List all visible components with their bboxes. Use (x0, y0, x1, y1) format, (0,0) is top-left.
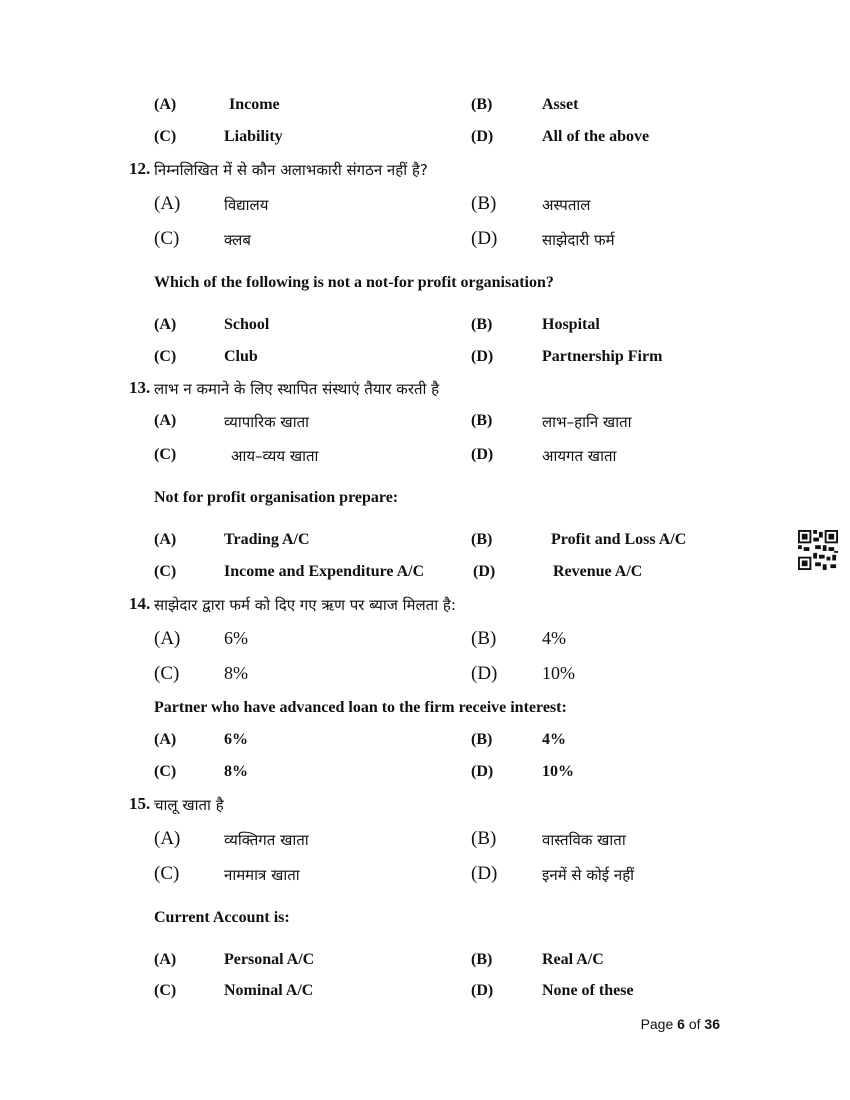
q12-en-option-a-text: School (224, 316, 270, 333)
q13-hi-option-a-label: (A) (154, 412, 177, 429)
q11-option-d-text: All of the above (542, 128, 650, 145)
q15-hi-option-d-label: (D) (471, 863, 498, 884)
q11-option-b-label: (B) (471, 96, 493, 113)
q15-hi-option-b-label: (B) (471, 828, 497, 849)
q12-hi-option-b-text: अस्पताल (542, 196, 591, 214)
page-number (641, 1016, 720, 1032)
q14-en-option-a-text: 6% (224, 731, 248, 748)
q12-hi-option-d-label: (D) (471, 228, 498, 249)
q15-question-english: Current Account is: (154, 909, 290, 926)
q15-en-option-c-label: (C) (154, 982, 177, 999)
q11-option-c-text: Liability (224, 128, 283, 145)
q13-hi-option-c-text: आय–व्यय खाता (231, 447, 319, 465)
q14-en-option-b-label: (B) (471, 731, 493, 748)
q14-hi-option-c-label: (C) (154, 663, 180, 684)
q12-hi-option-a-text: विद्यालय (224, 196, 269, 214)
q15-hi-option-a-text: व्यक्तिगत खाता (224, 831, 309, 849)
q13-hi-option-b-label: (B) (471, 412, 493, 429)
q14-hi-option-d-text: 10% (542, 663, 575, 683)
q14-hi-option-d-label: (D) (471, 663, 498, 684)
q12-en-option-d-label: (D) (471, 348, 494, 365)
q14-en-option-c-label: (C) (154, 763, 177, 780)
q14-hi-option-a-label: (A) (154, 628, 181, 649)
q13-hi-option-a-text: व्यापारिक खाता (224, 413, 310, 431)
q14-en-option-a-label: (A) (154, 731, 177, 748)
q13-number: 13. (129, 378, 151, 397)
q12-en-option-c-text: Club (224, 348, 258, 365)
q12-hi-option-c-label: (C) (154, 228, 180, 249)
q11-option-a-label: (A) (154, 96, 177, 113)
q15-en-option-a-text: Personal A/C (224, 951, 315, 968)
q13-en-option-b-label: (B) (471, 531, 493, 548)
q14-question-hindi: साझेदार द्वारा फर्म को दिए गए ऋण पर ब्याज मिलता है: (154, 596, 456, 614)
q15-question-hindi: चालू खाता है (154, 796, 224, 814)
q15-en-option-d-label: (D) (471, 982, 494, 999)
q15-en-option-c-text: Nominal A/C (224, 982, 314, 999)
q12-question-english: Which of the following is not a not-for profit organisation? (154, 274, 554, 291)
q12-en-option-a-label: (A) (154, 316, 177, 333)
q15-hi-option-c-text: नाममात्र खाता (224, 866, 300, 884)
page-total: 36 (704, 1016, 720, 1032)
page-word: Page (640, 1016, 674, 1032)
q12-hi-option-b-label: (B) (471, 193, 497, 214)
q14-en-option-d-text: 10% (542, 763, 574, 780)
q13-en-option-d-label: (D) (473, 563, 496, 580)
q11-option-c-label: (C) (154, 128, 177, 145)
q13-hi-option-c-label: (C) (154, 446, 177, 463)
q14-hi-option-b-text: 4% (542, 628, 566, 648)
q12-hi-option-d-text: साझेदारी फर्म (542, 231, 615, 249)
q13-hi-option-d-text: आयगत खाता (542, 447, 617, 465)
q12-question-hindi: निम्नलिखित में से कौन अलाभकारी संगठन नहीं है? (154, 161, 428, 179)
q15-hi-option-a-label: (A) (154, 828, 181, 849)
q15-hi-option-b-text: वास्तविक खाता (542, 831, 626, 849)
q14-hi-option-a-text: 6% (224, 628, 248, 648)
q11-option-b-text: Asset (542, 96, 579, 113)
q13-en-option-a-label: (A) (154, 531, 177, 548)
q15-en-option-b-text: Real A/C (542, 951, 604, 968)
q14-hi-option-b-label: (B) (471, 628, 497, 649)
q13-en-option-c-label: (C) (154, 563, 177, 580)
q15-hi-option-c-label: (C) (154, 863, 180, 884)
q12-en-option-d-text: Partnership Firm (542, 348, 663, 365)
q14-number: 14. (129, 594, 151, 613)
q12-en-option-b-text: Hospital (542, 316, 600, 333)
q13-question-english: Not for profit organisation prepare: (154, 489, 399, 506)
q15-number: 15. (129, 794, 151, 813)
q13-hi-option-b-text: लाभ–हानि खाता (542, 413, 632, 431)
qr-code-icon (798, 530, 838, 570)
q15-en-option-a-label: (A) (154, 951, 177, 968)
q14-en-option-c-text: 8% (224, 763, 248, 780)
q15-en-option-d-text: None of these (542, 982, 634, 999)
q14-en-option-b-text: 4% (542, 731, 566, 748)
page-current: 6 (677, 1016, 685, 1032)
q12-number: 12. (129, 159, 151, 178)
q13-en-option-d-text: Revenue A/C (553, 563, 643, 580)
page-of: of (688, 1016, 701, 1032)
q12-hi-option-a-label: (A) (154, 193, 181, 214)
q15-en-option-b-label: (B) (471, 951, 493, 968)
q13-en-option-c-text: Income and Expenditure A/C (224, 563, 425, 580)
q13-en-option-b-text: Profit and Loss A/C (551, 531, 687, 548)
q12-en-option-c-label: (C) (154, 348, 177, 365)
q11-option-d-label: (D) (471, 128, 494, 145)
q15-hi-option-d-text: इनमें से कोई नहीं (542, 866, 635, 884)
q11-option-a-text: Income (229, 96, 280, 113)
q12-en-option-b-label: (B) (471, 316, 493, 333)
q13-hi-option-d-label: (D) (471, 446, 494, 463)
q14-question-english: Partner who have advanced loan to the firm receive interest: (154, 699, 567, 716)
q12-hi-option-c-text: क्लब (224, 231, 251, 249)
q13-question-hindi: लाभ न कमाने के लिए स्थापित संस्थाएं तैयार करती है (154, 380, 440, 398)
q14-en-option-d-label: (D) (471, 763, 494, 780)
q13-en-option-a-text: Trading A/C (224, 531, 310, 548)
q14-hi-option-c-text: 8% (224, 663, 248, 683)
